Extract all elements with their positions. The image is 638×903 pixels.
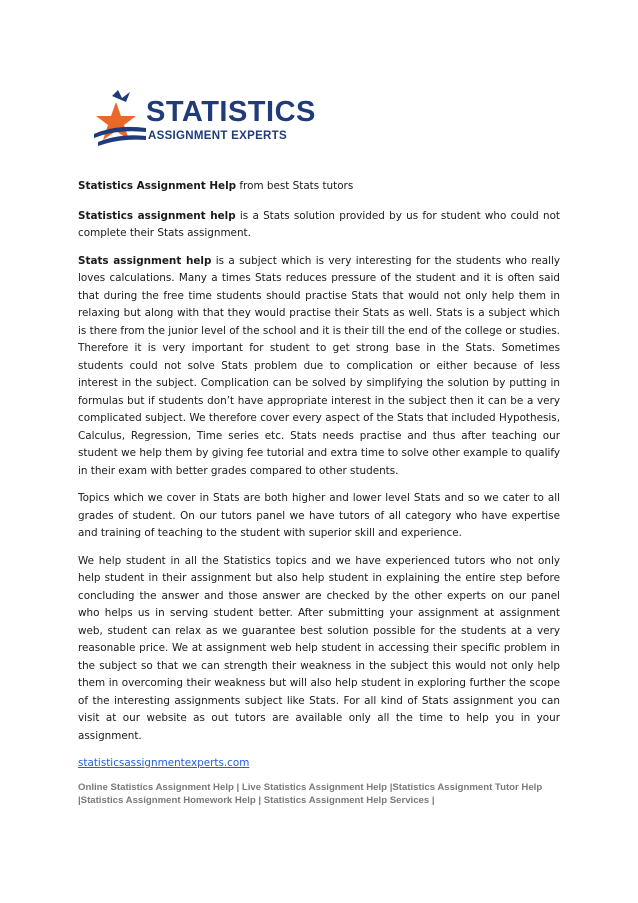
headline-bold: Statistics Assignment Help	[78, 180, 237, 192]
footer-keywords: Online Statistics Assignment Help | Live Statistics Assignment Help |Statistics Assignment Tutor Help |Statistics Assignment Homework Help | Statistics Assignment Help Services |	[78, 781, 543, 806]
logo-subtitle: ASSIGNMENT EXPERTS	[148, 130, 287, 142]
paragraph-3: Topics which we cover in Stats are both higher and lower level Stats and so we cater to all grades of student. On our tutors panel we have tutors of all category who have expertise and training of teaching to the student with superior skill and experience.	[78, 492, 560, 539]
paragraph-1-text: is a Stats solution provided by us for student who could not complete their Stats assignment.	[78, 209, 561, 239]
paragraph-1-bold: Statistics assignment help	[78, 209, 236, 222]
paragraph-2-bold: Stats assignment help	[78, 254, 212, 267]
paragraph-4: We help student in all the Statistics topics and we have experienced tutors who not only help student in their assignment but also help student in explaining the entire step before concluding the answer and those answer are checked by the other experts on our panel who helps us in serving student better. After submitting your assignment at assignment web, student can relax as we guarantee best solution possible for the students at a very reasonable price. We at assignment web help student in accessing their specific problem in the subject so that we can strength their weakness in the subject this would not only help them in overcoming their weakness but will also help student in exploring further the scope of the interesting assignments subject like Stats. For all kind of Stats assignment you can visit at our website as out tutors are available only all the time to help you in your assignment.	[78, 554, 560, 742]
paragraph-2	[78, 253, 560, 481]
headline-rest: from best Stats tutors	[236, 180, 354, 192]
logo	[86, 88, 316, 158]
star-swoosh-icon	[86, 88, 152, 158]
paragraph-2-text: is a subject which is very interesting for the students who really loves calculations. Many a times Stats reduces pressure of the student and it is often said that during the free time students should practise Stats that would not only help them in relaxing but along with that they would practise their Stats as well. Stats is a subject which is there from the junior level of the school and it is their till the end of the college or studies. Therefore it is very important for student to get strong base in the Stats. Sometimes students could not solve Stats problem due to complication or either because of less interest in the subject. Complication can be solved by simplifying the solution by putting in formulas but if students don’t have appropriate interest in the subject then it can be a very complicated subject. We therefore cover every aspect of the Stats that included Hypothesis, Calculus, Regression, Time series etc. Stats needs practise and thus after teaching our student we help them by giving fee tutorial and extra time to solve other example to qualify in their exam with better grades compared to other students.	[78, 254, 560, 477]
paragraph-1	[78, 208, 560, 243]
logo-title: STATISTICS	[146, 96, 316, 128]
document-body	[78, 178, 560, 807]
document-headline	[78, 178, 560, 196]
website-link[interactable]: statisticsassignmentexperts.com	[78, 757, 250, 769]
